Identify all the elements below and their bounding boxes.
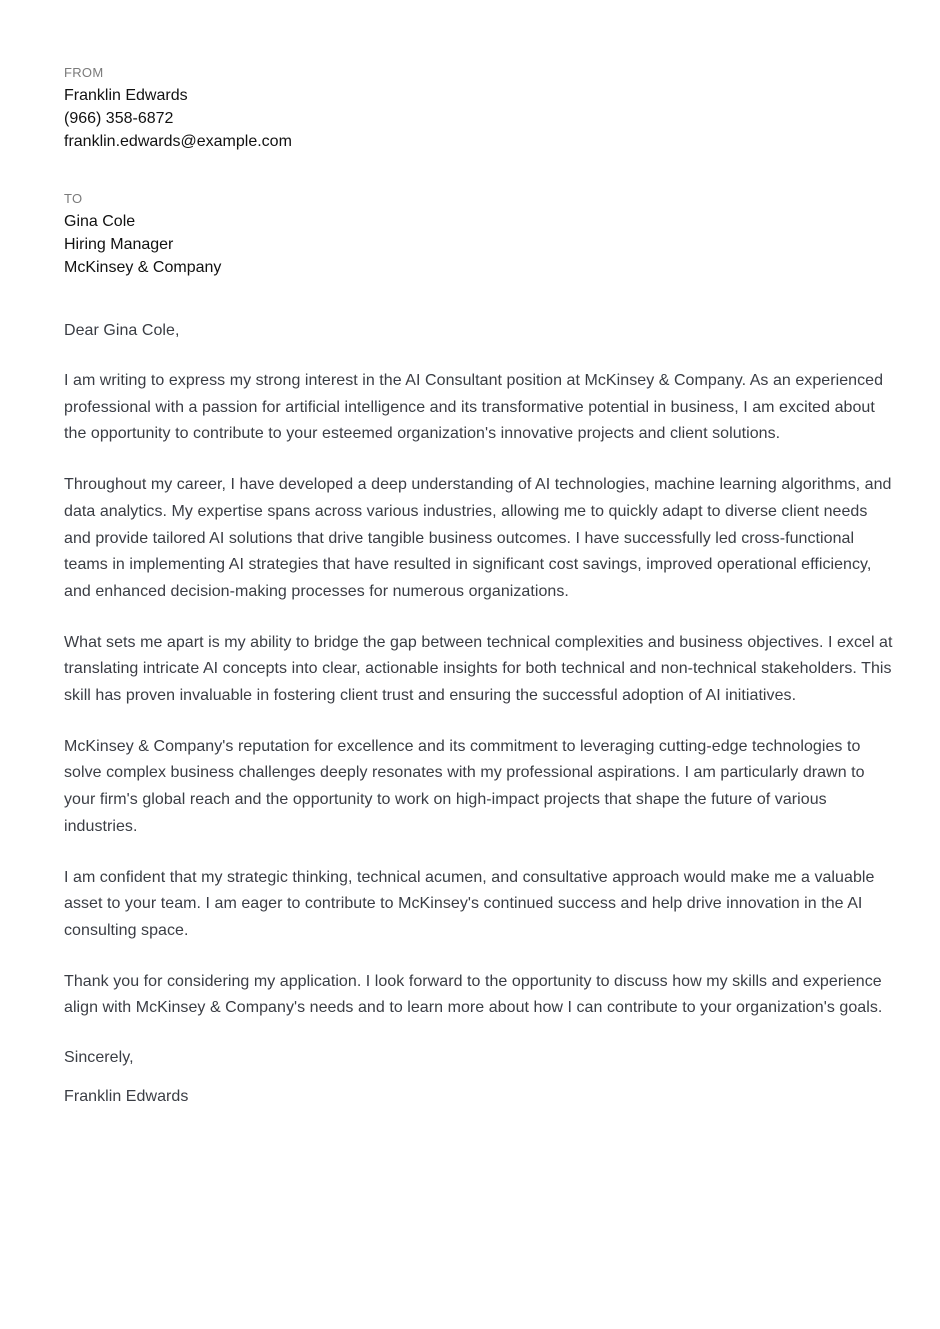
to-label: TO bbox=[64, 191, 83, 206]
sender-name: Franklin Edwards bbox=[64, 87, 188, 104]
letter-paragraph: Thank you for considering my application. I look forward to the opportunity to discuss how my skills and experience align with McKinsey & Company's needs and to learn more about how I can contribute to your organization's goals. bbox=[64, 972, 883, 1017]
letter-paragraph: I am writing to express my strong interest in the AI Consultant position at McKinsey & Company. As an experienced professional with a passion for artificial intelligence and its transformative potential in business, I am excited about the opportunity to contribute to your esteemed organization's innovative projects and client solutions. bbox=[64, 372, 884, 443]
recipient-company: McKinsey & Company bbox=[64, 259, 222, 276]
letter-paragraph: What sets me apart is my ability to bridge the gap between technical complexities and business objectives. I excel at translating intricate AI concepts into clear, actionable insights for both technical and non-technical stakeholders. This skill has proven invaluable in fostering client trust and ensuring the successful adoption of AI initiatives. bbox=[64, 633, 893, 705]
recipient-title: Hiring Manager bbox=[64, 236, 174, 253]
sender-email: franklin.edwards@example.com bbox=[64, 133, 292, 150]
letter-paragraph: McKinsey & Company's reputation for excellence and its commitment to leveraging cutting-edge technologies to solve complex business challenges deeply resonates with my professional aspirations. I am particularly drawn to your firm's global reach and the opportunity to work on high-impact projects that shape the future of various industries. bbox=[64, 737, 865, 835]
sender-block bbox=[64, 64, 896, 153]
letter-body bbox=[64, 368, 896, 1022]
closing: Sincerely, bbox=[64, 1049, 134, 1067]
signature: Franklin Edwards bbox=[64, 1088, 189, 1106]
letter-paragraph: I am confident that my strategic thinking, technical acumen, and consultative approach would make me a valuable asset to your team. I am eager to contribute to McKinsey's continued success and help drive innovation in the AI consulting space. bbox=[64, 868, 875, 939]
letter-paragraph: Throughout my career, I have developed a deep understanding of AI technologies, machine learning algorithms, and data analytics. My expertise spans across various industries, allowing me to quickly adapt to diverse client needs and provide tailored AI solutions that drive tangible business outcomes. I have successfully led cross-functional teams in implementing AI strategies that have resulted in significant cost savings, improved operational efficiency, and enhanced decision-making processes for numerous organizations. bbox=[64, 476, 892, 600]
salutation: Dear Gina Cole, bbox=[64, 322, 180, 339]
recipient-block bbox=[64, 190, 896, 279]
sender-phone: (966) 358-6872 bbox=[64, 110, 174, 127]
from-label: FROM bbox=[64, 65, 104, 80]
recipient-name: Gina Cole bbox=[64, 213, 136, 230]
